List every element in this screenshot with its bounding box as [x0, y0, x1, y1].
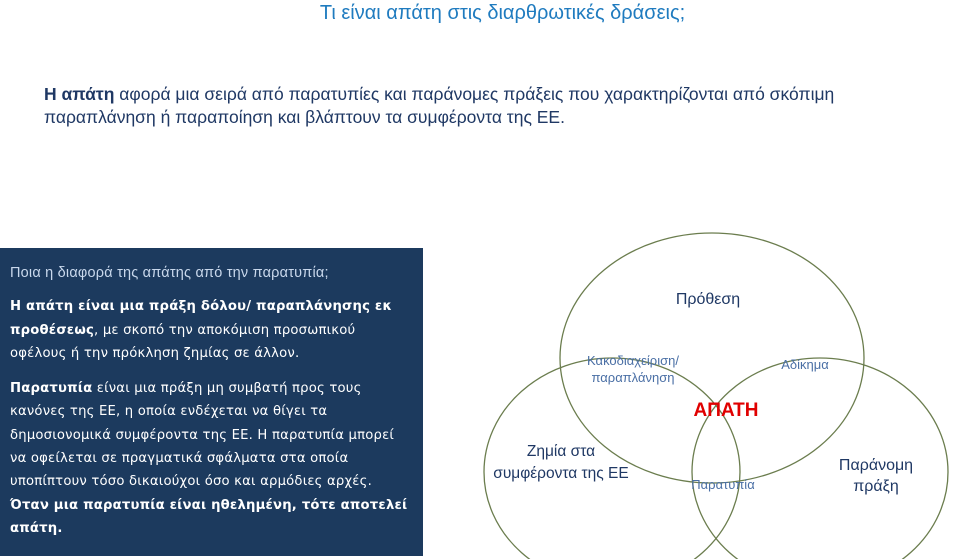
intro-bold: Η απάτη [44, 84, 115, 104]
label-offence: Αδίκημα [781, 357, 829, 372]
intro-body: αφορά μια σειρά από παρατυπίες και παράνομες πράξεις που χαρακτηρίζονται από σκόπιμη παραπλάνηση ή παραποίηση και βλάπτουν τα συμφέροντα της ΕΕ. [44, 84, 835, 127]
fraud-definition-text: , με σκοπό την αποκόμιση προσωπικού οφέλους ή την πρόκληση ζημίας σε άλλον. [10, 322, 356, 361]
label-intent: Πρόθεση [675, 291, 741, 308]
label-illegal: Παράνομη πράξη [838, 457, 914, 495]
page-title: Τι είναι απάτη στις διαρθρωτικές δράσεις; [319, 2, 686, 24]
label-fraud: ΑΠΑΤΗ [693, 400, 759, 421]
label-mismanagement: Κακοδιαχείριση/ παραπλάνηση [587, 353, 679, 385]
label-irregularity: Παρατυπία [691, 477, 755, 492]
fraud-definition-bold: Η απάτη είναι μια πράξη δόλου/ παραπλάνησης εκ προθέσεως [10, 299, 393, 338]
irregularity-term: Παρατυπία [10, 381, 93, 397]
label-damage: Ζημία στα συμφέροντα της ΕΕ [493, 443, 629, 482]
irregularity-definition: είναι μια πράξη μη συμβατή προς τους κανόνες της ΕΕ, η οποία ενδέχεται να θίγει τα δημοσιονομικά συμφέροντα της ΕΕ. Η παρατυπία μπορεί να οφείλεται σε πραγματικά σφάλματα στα οποία υποπίπτουν τόσο δικαιούχοι όσο και αρμόδιες αρχές. [10, 381, 395, 490]
intentional-irregularity-note: Όταν μια παρατυπία είναι ηθελημένη, τότε αποτελεί απάτη. [10, 497, 408, 536]
box-question: Ποια η διαφορά της απάτης από την παρατυπία; [10, 265, 329, 281]
